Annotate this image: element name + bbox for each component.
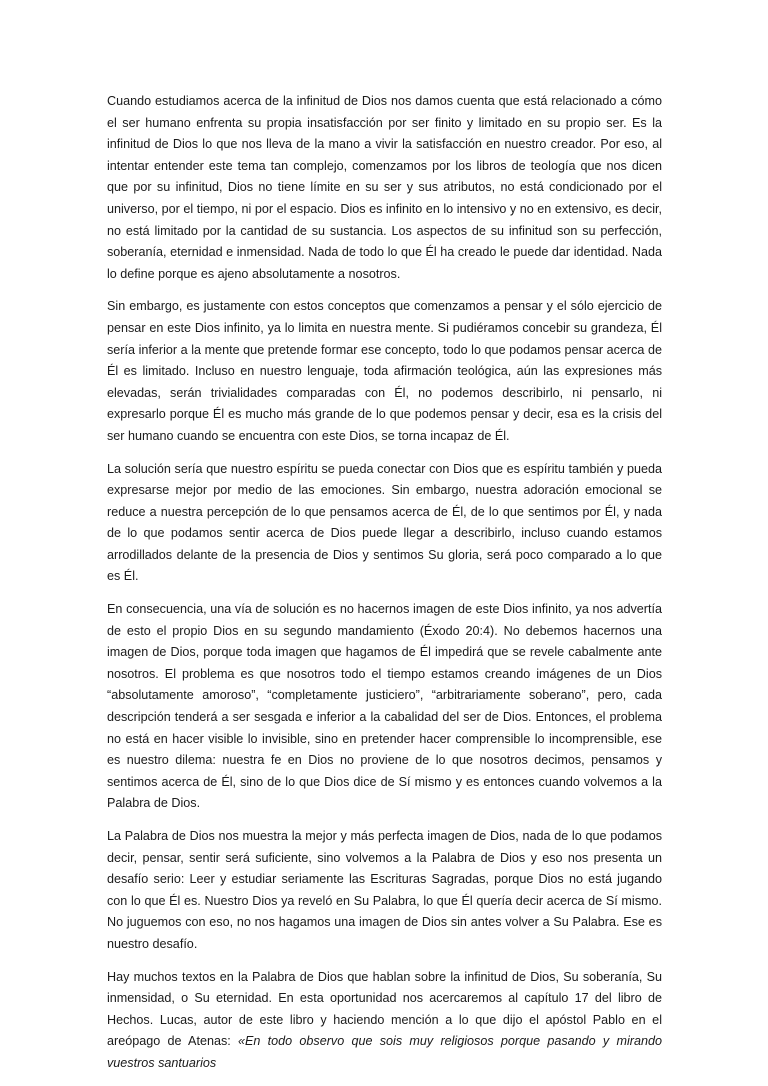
paragraph-3: La solución sería que nuestro espíritu se pueda conectar con Dios que es espíritu también y pueda expresarse mejor por medio de las emociones. Sin embargo, nuestra adoración emocional se reduce a nuestra percepción de lo que pensamos acerca de Él, de lo que sentimos por Él, y nada de lo que podamos sentir acerca de Dios puede llegar a describirlo, incluso cuando estamos arrodillados delante de la presencia de Dios y sentimos Su gloria, será poco comparado a lo que es Él. xyxy=(107,461,662,584)
paragraph-2: Sin embargo, es justamente con estos conceptos que comenzamos a pensar y el sólo ejercicio de pensar en este Dios infinito, ya lo limita en nuestra mente. Si pudiéramos concebir su grandeza, Él sería inferior a la mente que pretende formar ese concepto, todo lo que podamos pensar acerca de Él es limitado. Incluso en nuestro lenguaje, toda afirmación teológica, aún las expresiones más elevadas, serán trivialidades comparadas con Él, no podemos describirlo, ni pensarlo, ni expresarlo porque Él es mucho más grande de lo que podemos pensar y decir, esa es la crisis del ser humano cuando se encuentra con este Dios, se torna incapaz de Él. xyxy=(107,299,662,443)
paragraph-6-text: Hay muchos textos en la Palabra de Dios que hablan sobre la infinitud de Dios, Su soberanía, Su inmensidad, o Su eternidad. En esta oportunidad nos acercaremos al capítulo 17 del libro de Hechos. Lucas, autor de este libro y haciendo mención a lo que dijo el apóstol Pablo en el areópago de Atenas: xyxy=(107,969,662,1049)
paragraph-5: La Palabra de Dios nos muestra la mejor y más perfecta imagen de Dios, nada de lo que podamos decir, pensar, sentir será suficiente, sino volvemos a la Palabra de Dios y eso nos presenta un desafío serio: Leer y estudiar seriamente las Escrituras Sagradas, porque Dios no está jugando con lo que Él es. Nuestro Dios ya reveló en Su Palabra, lo que Él quería decir acerca de Sí mismo. No juguemos con eso, no nos hagamos una imagen de Dios sin antes volver a Su Palabra. Ese es nuestro desafío. xyxy=(107,829,662,951)
paragraph-4: En consecuencia, una vía de solución es no hacernos imagen de este Dios infinito, ya nos advertía de esto el propio Dios en su segundo mandamiento (Éxodo 20:4). No debemos hacernos una imagen de Dios, porque toda imagen que hagamos de Él impedirá que se revele cabalmente ante nosotros. El problema es que nosotros todo el tiempo estamos creando imágenes de un Dios “absolutamente amoroso”, “completamente justiciero”, “arbitrariamente soberano”, pero, cada descripción tenderá a ser sesgada e inferior a la cabalidad del ser de Dios. Entonces, el problema no está en hacer visible lo invisible, sino en pretender hacer comprensible lo incomprensible, ese es nuestro dilema: nuestra fe en Dios no proviene de lo que nosotros decimos, pensamos y sentimos acerca de Él, sino de lo que Dios dice de Sí mismo y es entonces cuando volvemos a la Palabra de Dios. xyxy=(107,602,662,811)
paragraph-6 xyxy=(107,967,662,1075)
paragraph-1: Cuando estudiamos acerca de la infinitud de Dios nos damos cuenta que está relacionado a cómo el ser humano enfrenta su propia insatisfacción por ser finito y limitado en su propio ser. Es la infinitud de Dios lo que nos lleva de la mano a vivir la satisfacción en nuestro creador. Por eso, al intentar entender este tema tan complejo, comenzamos por los libros de teología que nos dicen que por su infinitud, Dios no tiene límite en su ser y sus atributos, no está condicionado por el universo, por el tiempo, ni por el espacio. Dios es infinito en lo intensivo y no en extensivo, es decir, no está limitado por la cantidad de su sustancia. Los aspectos de su infinitud son su perfección, soberanía, eternidad e inmensidad. Nada de todo lo que Él ha creado le puede dar identidad. Nada lo define porque es ajeno absolutamente a nosotros. xyxy=(107,94,662,281)
document-body xyxy=(107,91,662,1086)
paragraph-6-quote: «En todo observo que sois muy religiosos porque pasando y mirando vuestros santuarios xyxy=(107,1034,662,1070)
